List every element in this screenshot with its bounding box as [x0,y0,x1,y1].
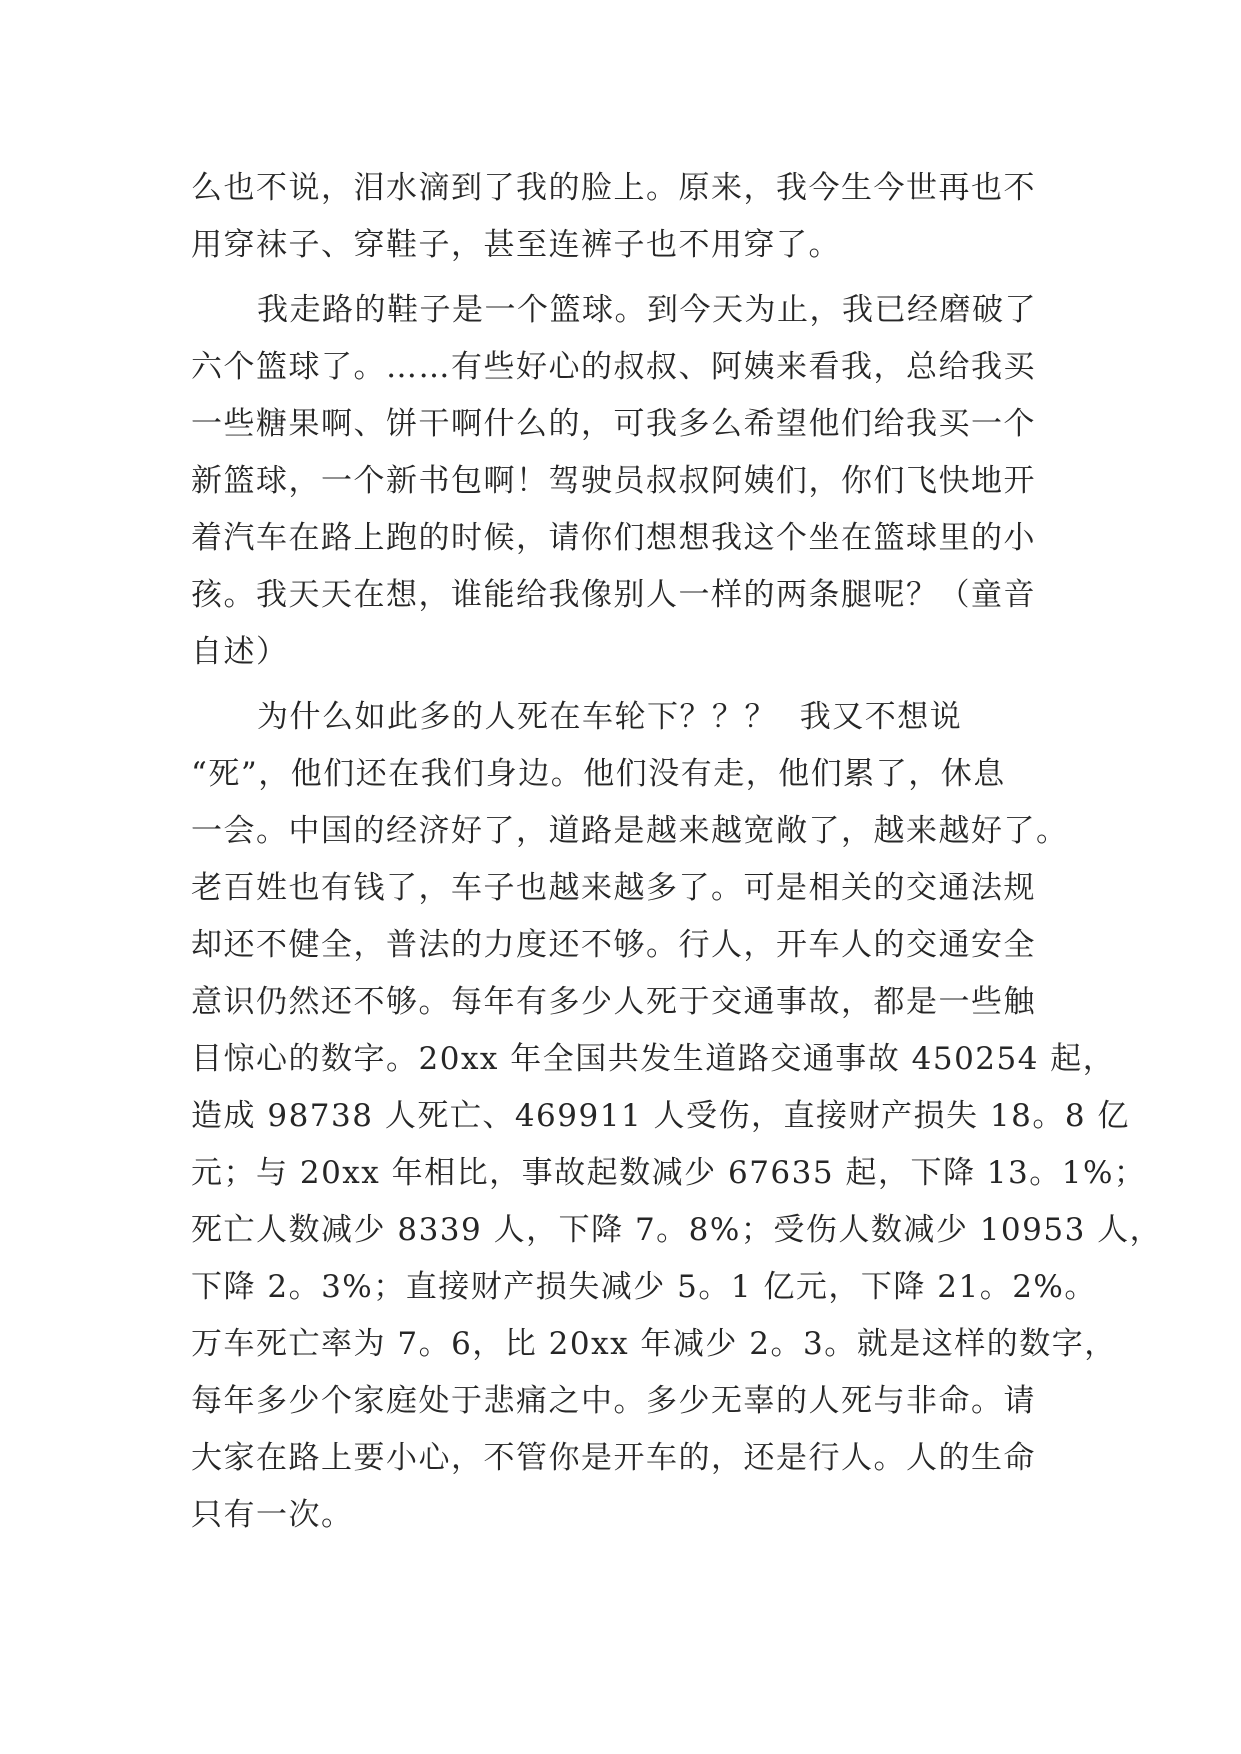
text-line: 只有一次。 [191,1497,354,1533]
text-line: 一会。中国的经济好了，道路是越来越宽敞了，越来越好了。 [191,813,1069,849]
text-line: 元；与 20xx 年相比，事故起数减少 67635 起，下降 13。1%； [191,1155,1147,1191]
text-line: 着汽车在路上跑的时候，请你们想想我这个坐在篮球里的小 [191,520,1036,556]
text-line: 一些糖果啊、饼干啊什么的，可我多么希望他们给我买一个 [191,406,1036,442]
text-line: 孩。我天天在想，谁能给我像别人一样的两条腿呢？（童音 [191,577,1036,613]
document-body [191,160,1163,1544]
text-line: 用穿袜子、穿鞋子，甚至连裤子也不用穿了。 [191,227,841,263]
text-line: 造成 98738 人死亡、469911 人受伤，直接财产损失 18。8 亿 [191,1098,1130,1134]
text-line: 每年多少个家庭处于悲痛之中。多少无辜的人死与非命。请 [191,1383,1036,1419]
text-line: 意识仍然还不够。每年有多少人死于交通事故，都是一些触 [191,984,1036,1020]
text-line: 我走路的鞋子是一个篮球。到今天为止，我已经磨破了 [257,292,1037,328]
text-line: 下降 2。3%；直接财产损失减少 5。1 亿元，下降 21。2%。 [191,1269,1097,1305]
paragraph-2 [191,282,1079,681]
text-line: 自述） [191,634,289,670]
text-line: 死亡人数减少 8339 人，下降 7。8%；受伤人数减少 10953 人， [191,1212,1163,1248]
text-line: 目惊心的数字。20xx 年全国共发生道路交通事故 450254 起， [191,1041,1116,1077]
text-line: 为什么如此多的人死在车轮下？？？ 我又不想说 [257,699,963,735]
text-line: “死”，他们还在我们身边。他们没有走，他们累了，休息 [191,756,1006,792]
paragraph-3 [191,689,1163,1544]
paragraph-1 [191,160,1079,274]
text-line: 六个篮球了。……有些好心的叔叔、阿姨来看我，总给我买 [191,349,1036,385]
text-line: 大家在路上要小心，不管你是开车的，还是行人。人的生命 [191,1440,1036,1476]
text-line: 新篮球，一个新书包啊！驾驶员叔叔阿姨们，你们飞快地开 [191,463,1036,499]
text-line: 却还不健全，普法的力度还不够。行人，开车人的交通安全 [191,927,1036,963]
text-line: 老百姓也有钱了，车子也越来越多了。可是相关的交通法规 [191,870,1036,906]
text-line: 万车死亡率为 7。6，比 20xx 年减少 2。3。就是这样的数字， [191,1326,1117,1362]
text-line: 么也不说，泪水滴到了我的脸上。原来，我今生今世再也不 [191,170,1036,206]
